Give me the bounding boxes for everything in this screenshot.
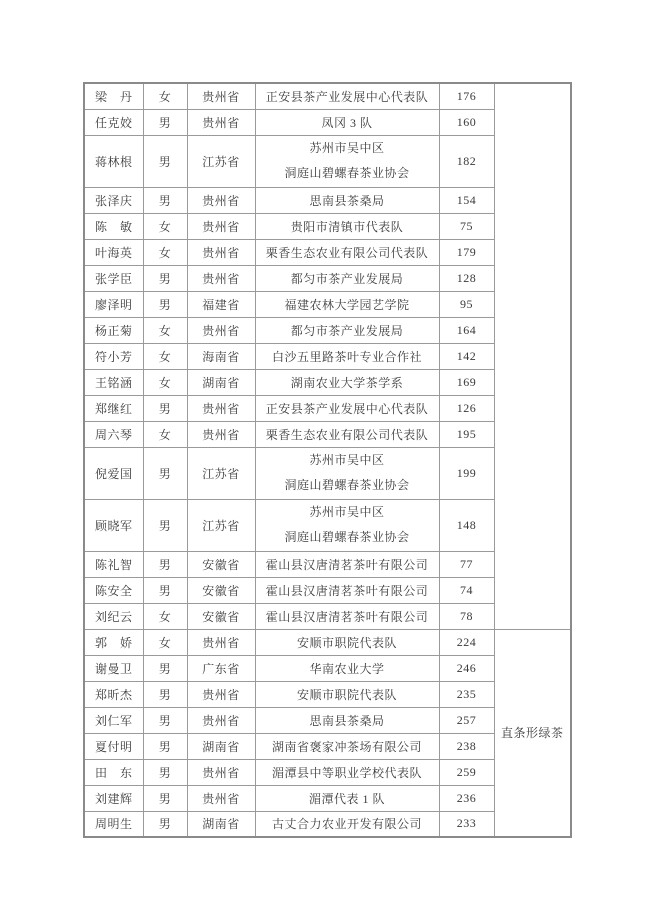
number-cell: 179 bbox=[439, 239, 494, 265]
province-cell: 江苏省 bbox=[187, 447, 255, 499]
number-cell: 238 bbox=[439, 733, 494, 759]
number-cell: 95 bbox=[439, 291, 494, 317]
table-row bbox=[84, 83, 571, 109]
gender-cell: 男 bbox=[143, 109, 187, 135]
results-table bbox=[83, 82, 572, 838]
gender-cell: 男 bbox=[143, 187, 187, 213]
gender-cell: 男 bbox=[143, 447, 187, 499]
gender-cell: 男 bbox=[143, 395, 187, 421]
province-cell: 贵州省 bbox=[187, 785, 255, 811]
province-cell: 贵州省 bbox=[187, 187, 255, 213]
organization-cell: 正安县茶产业发展中心代表队 bbox=[255, 83, 439, 109]
name-cell: 刘仁军 bbox=[84, 707, 143, 733]
gender-cell: 男 bbox=[143, 707, 187, 733]
province-cell: 湖南省 bbox=[187, 811, 255, 837]
name-cell: 刘建辉 bbox=[84, 785, 143, 811]
gender-cell: 女 bbox=[143, 421, 187, 447]
organization-cell: 霍山县汉唐清茗茶叶有限公司 bbox=[255, 551, 439, 577]
gender-cell: 女 bbox=[143, 213, 187, 239]
number-cell: 199 bbox=[439, 447, 494, 499]
province-cell: 贵州省 bbox=[187, 395, 255, 421]
organization-cell: 古丈合力农业开发有限公司 bbox=[255, 811, 439, 837]
gender-cell: 男 bbox=[143, 655, 187, 681]
gender-cell: 男 bbox=[143, 785, 187, 811]
province-cell: 湖南省 bbox=[187, 733, 255, 759]
organization-line: 苏州市吴中区 bbox=[309, 453, 385, 467]
name-cell: 张泽庆 bbox=[84, 187, 143, 213]
organization-cell: 思南县茶桑局 bbox=[255, 707, 439, 733]
province-cell: 福建省 bbox=[187, 291, 255, 317]
gender-cell: 男 bbox=[143, 499, 187, 551]
organization-cell bbox=[255, 447, 439, 499]
gender-cell: 男 bbox=[143, 577, 187, 603]
number-cell: 246 bbox=[439, 655, 494, 681]
number-cell: 182 bbox=[439, 135, 494, 187]
gender-cell: 男 bbox=[143, 265, 187, 291]
name-cell: 廖泽明 bbox=[84, 291, 143, 317]
name-cell: 任克姣 bbox=[84, 109, 143, 135]
organization-cell: 华南农业大学 bbox=[255, 655, 439, 681]
province-cell: 广东省 bbox=[187, 655, 255, 681]
organization-line: 洞庭山碧螺春茶业协会 bbox=[284, 166, 410, 180]
gender-cell: 男 bbox=[143, 681, 187, 707]
name-cell: 陈 敏 bbox=[84, 213, 143, 239]
organization-cell: 安顺市职院代表队 bbox=[255, 629, 439, 655]
name-cell: 叶海英 bbox=[84, 239, 143, 265]
gender-cell: 女 bbox=[143, 83, 187, 109]
category-cell bbox=[494, 83, 571, 629]
number-cell: 176 bbox=[439, 83, 494, 109]
name-cell: 谢曼卫 bbox=[84, 655, 143, 681]
number-cell: 164 bbox=[439, 317, 494, 343]
gender-cell: 女 bbox=[143, 603, 187, 629]
name-cell: 陈安全 bbox=[84, 577, 143, 603]
name-cell: 陈礼智 bbox=[84, 551, 143, 577]
number-cell: 236 bbox=[439, 785, 494, 811]
name-cell: 梁 丹 bbox=[84, 83, 143, 109]
number-cell: 74 bbox=[439, 577, 494, 603]
gender-cell: 男 bbox=[143, 811, 187, 837]
province-cell: 海南省 bbox=[187, 343, 255, 369]
organization-cell: 福建农林大学园艺学院 bbox=[255, 291, 439, 317]
name-cell: 顾晓军 bbox=[84, 499, 143, 551]
province-cell: 贵州省 bbox=[187, 83, 255, 109]
gender-cell: 男 bbox=[143, 291, 187, 317]
name-cell: 张学臣 bbox=[84, 265, 143, 291]
organization-cell: 湄潭代表 1 队 bbox=[255, 785, 439, 811]
name-cell: 郭 娇 bbox=[84, 629, 143, 655]
province-cell: 安徽省 bbox=[187, 577, 255, 603]
province-cell: 江苏省 bbox=[187, 135, 255, 187]
organization-cell: 湖南省褒家冲茶场有限公司 bbox=[255, 733, 439, 759]
number-cell: 235 bbox=[439, 681, 494, 707]
category-cell: 直条形绿茶 bbox=[494, 629, 571, 837]
organization-cell: 栗香生态农业有限公司代表队 bbox=[255, 239, 439, 265]
name-cell: 符小芳 bbox=[84, 343, 143, 369]
gender-cell: 女 bbox=[143, 317, 187, 343]
number-cell: 142 bbox=[439, 343, 494, 369]
gender-cell: 男 bbox=[143, 551, 187, 577]
province-cell: 贵州省 bbox=[187, 265, 255, 291]
gender-cell: 女 bbox=[143, 239, 187, 265]
province-cell: 贵州省 bbox=[187, 213, 255, 239]
name-cell: 杨正菊 bbox=[84, 317, 143, 343]
number-cell: 259 bbox=[439, 759, 494, 785]
number-cell: 128 bbox=[439, 265, 494, 291]
gender-cell: 女 bbox=[143, 629, 187, 655]
organization-cell: 湖南农业大学茶学系 bbox=[255, 369, 439, 395]
organization-cell: 都匀市茶产业发展局 bbox=[255, 265, 439, 291]
organization-cell: 湄潭县中等职业学校代表队 bbox=[255, 759, 439, 785]
organization-cell: 安顺市职院代表队 bbox=[255, 681, 439, 707]
province-cell: 贵州省 bbox=[187, 681, 255, 707]
province-cell: 贵州省 bbox=[187, 239, 255, 265]
number-cell: 224 bbox=[439, 629, 494, 655]
province-cell: 贵州省 bbox=[187, 109, 255, 135]
organization-cell: 霍山县汉唐清茗茶叶有限公司 bbox=[255, 577, 439, 603]
number-cell: 78 bbox=[439, 603, 494, 629]
number-cell: 148 bbox=[439, 499, 494, 551]
name-cell: 刘纪云 bbox=[84, 603, 143, 629]
name-cell: 郑昕杰 bbox=[84, 681, 143, 707]
number-cell: 75 bbox=[439, 213, 494, 239]
province-cell: 贵州省 bbox=[187, 759, 255, 785]
province-cell: 湖南省 bbox=[187, 369, 255, 395]
name-cell: 蒋林根 bbox=[84, 135, 143, 187]
gender-cell: 男 bbox=[143, 759, 187, 785]
name-cell: 王铭涵 bbox=[84, 369, 143, 395]
organization-line: 苏州市吴中区 bbox=[309, 141, 385, 155]
organization-cell: 贵阳市清镇市代表队 bbox=[255, 213, 439, 239]
gender-cell: 男 bbox=[143, 135, 187, 187]
organization-cell bbox=[255, 135, 439, 187]
organization-cell: 思南县茶桑局 bbox=[255, 187, 439, 213]
organization-cell: 白沙五里路茶叶专业合作社 bbox=[255, 343, 439, 369]
organization-cell: 都匀市茶产业发展局 bbox=[255, 317, 439, 343]
province-cell: 贵州省 bbox=[187, 629, 255, 655]
organization-cell: 正安县茶产业发展中心代表队 bbox=[255, 395, 439, 421]
gender-cell: 男 bbox=[143, 733, 187, 759]
number-cell: 154 bbox=[439, 187, 494, 213]
number-cell: 195 bbox=[439, 421, 494, 447]
organization-line: 苏州市吴中区 bbox=[309, 505, 385, 519]
province-cell: 贵州省 bbox=[187, 707, 255, 733]
name-cell: 郑继红 bbox=[84, 395, 143, 421]
number-cell: 77 bbox=[439, 551, 494, 577]
province-cell: 安徽省 bbox=[187, 551, 255, 577]
organization-line: 洞庭山碧螺春茶业协会 bbox=[284, 478, 410, 492]
organization-cell: 霍山县汉唐清茗茶叶有限公司 bbox=[255, 603, 439, 629]
table-row bbox=[84, 629, 571, 655]
number-cell: 169 bbox=[439, 369, 494, 395]
name-cell: 田 东 bbox=[84, 759, 143, 785]
name-cell: 倪爱国 bbox=[84, 447, 143, 499]
gender-cell: 女 bbox=[143, 343, 187, 369]
province-cell: 贵州省 bbox=[187, 421, 255, 447]
province-cell: 安徽省 bbox=[187, 603, 255, 629]
name-cell: 周六琴 bbox=[84, 421, 143, 447]
province-cell: 江苏省 bbox=[187, 499, 255, 551]
name-cell: 周明生 bbox=[84, 811, 143, 837]
results-table-body bbox=[84, 83, 571, 837]
organization-line: 洞庭山碧螺春茶业协会 bbox=[284, 530, 410, 544]
number-cell: 160 bbox=[439, 109, 494, 135]
number-cell: 126 bbox=[439, 395, 494, 421]
gender-cell: 女 bbox=[143, 369, 187, 395]
organization-cell: 栗香生态农业有限公司代表队 bbox=[255, 421, 439, 447]
province-cell: 贵州省 bbox=[187, 317, 255, 343]
name-cell: 夏付明 bbox=[84, 733, 143, 759]
number-cell: 233 bbox=[439, 811, 494, 837]
number-cell: 257 bbox=[439, 707, 494, 733]
organization-cell: 凤冈 3 队 bbox=[255, 109, 439, 135]
organization-cell bbox=[255, 499, 439, 551]
